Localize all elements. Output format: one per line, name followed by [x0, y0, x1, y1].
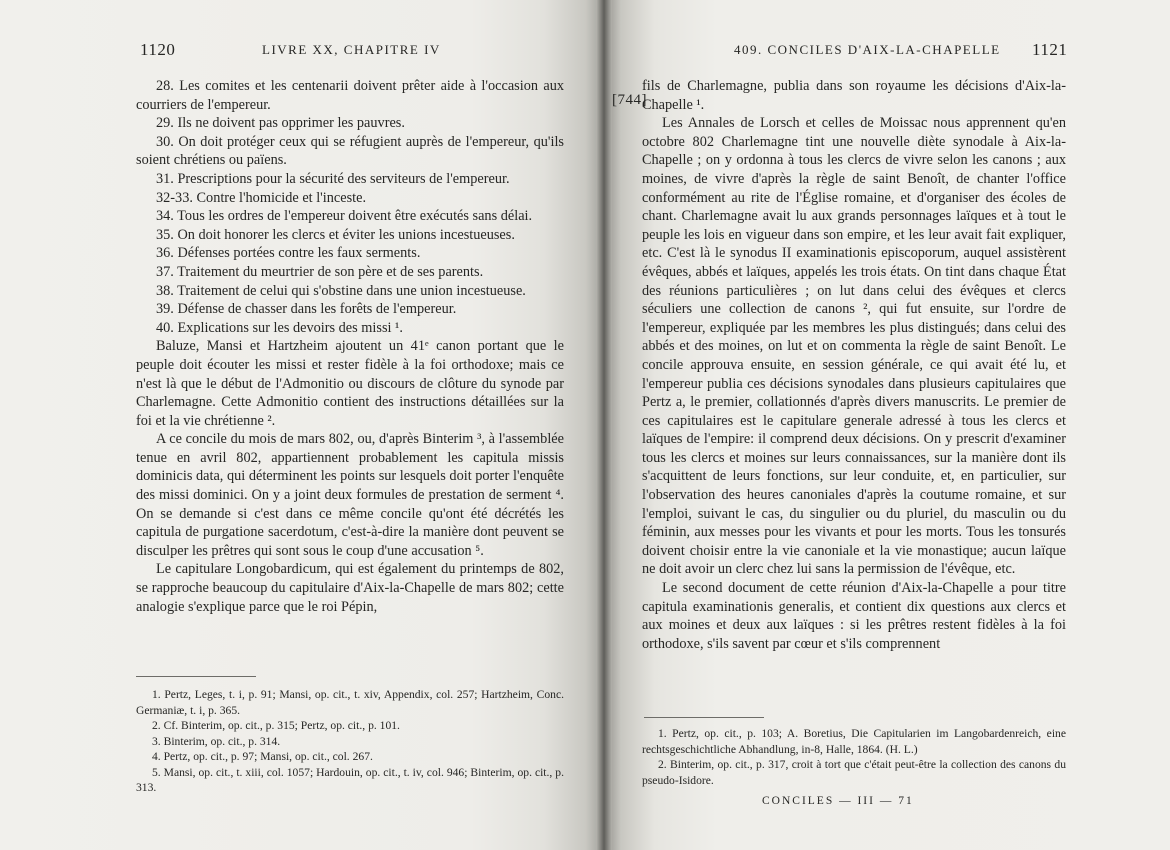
margin-reference: [744] — [612, 92, 647, 108]
signature-mark: CONCILES — III — 71 — [762, 795, 914, 807]
footnote: 2. Binterim, op. cit., p. 317, croit à tort que c'était peut-être la collection des canons du pseudo-Isidore. — [642, 758, 1066, 787]
footnote: 5. Mansi, op. cit., t. xiii, col. 1057; Hardouin, op. cit., t. iv, col. 946; Binterim, op. cit., p. 313. — [136, 765, 564, 794]
footnote-rule — [644, 717, 764, 718]
paragraph: Baluze, Mansi et Hartzheim ajoutent un 41ᵉ canon portant que le peuple doit écouter les missi et rester fidèle à la foi orthodoxe; mais ce n'est là que le début de l'Admonitio ou discours de clôture du synode par Charlemagne. Cette Admonitio contient des instructions détaillées sur la foi et la vie chrétienne ². — [136, 338, 564, 429]
paragraph: 39. Défense de chasser dans les forêts de l'empereur. — [156, 301, 457, 318]
paragraph: 38. Traitement de celui qui s'obstine dans une union incestueuse. — [156, 282, 526, 299]
paragraph: Les Annales de Lorsch et celles de Moissac nous apprennent qu'en octobre 802 Charlemagne tint une nouvelle diète synodale à Aix-la-Chapelle ; on y ordonna à tous les clercs de vivre selon les canons ; aux moines, de vivre d'après la règle de saint Benoît, de chanter l'office conformément au rite de l'Église romaine, et d'organiser des écoles de chant. Charlemagne avait lu aux grands personnages laïques et à tout le peuple les lois en vigueur dans son empire, et les leur avait fait expliquer, etc. C'est là le synodus II examinationis episcoporum, auquel assistèrent évêques, abbés et laïques, appelés les trois états. On tint dans chaque État des réunions particulières ; on lut dans celui des évêques et clercs séculiers une collection de canons ², qui fut ensuite, sur l'ordre de l'empereur, expliquée par les membres les plus distingués; dans celui des abbés et des moines, on lut et on commenta la règle de saint Benoît. Le concile approuva ensuite, en session générale, ce qui avait été lu, et l'empereur publia ces décisions synodales dans plusieurs capitulaires que Pertz a, le premier, collationnés d'après divers manuscrits. Le premier de ces capitulaires est le capitulare generale adressé à tous les clercs et laïques de l'empire: il comprend deux décisions. On y prescrit d'examiner tous les clercs et moines sur leurs connaissances, sur la manière dont ils s'acquittent de leurs fonctions, sur leur conduite, et, en particulier, sur l'observation des heures canoniales d'après la coutume romaine, et sur l'emploi, suivant le cas, du singulier ou du pluriel, du masculin ou du féminin, aux messes pour les vivants et pour les morts. Tous les tonsurés doivent choisir entre la vie canoniale et la vie monastique; aucun laïque ne doit avoir un clerc chez lui sans la permission de l'évêque, etc. — [642, 115, 1066, 578]
paragraph: 31. Prescriptions pour la sécurité des serviteurs de l'empereur. — [156, 170, 510, 187]
paragraph: 30. On doit protéger ceux qui se réfugient auprès de l'empereur, qu'ils soient chrétiens ou païens. — [136, 133, 564, 169]
right-body-text — [642, 77, 1066, 653]
running-head: LIVRE XX, CHAPITRE IV — [262, 42, 441, 57]
paragraph: 40. Explications sur les devoirs des missi ¹. — [156, 319, 403, 336]
paragraph: Le second document de cette réunion d'Aix-la-Chapelle a pour titre capitula examinationis generalis, et contient dix questions aux clercs et aux moines et deux aux laïques : si les prêtres restent fidèles à la foi orthodoxe, s'ils savent par cœur et s'ils comprennent — [642, 580, 1066, 652]
footnote: 2. Cf. Binterim, op. cit., p. 315; Pertz, op. cit., p. 101. — [152, 719, 400, 732]
right-page — [604, 0, 1170, 850]
paragraph: Le capitulare Longobardicum, qui est également du printemps de 802, se rapproche beaucoup du capitulaire d'Aix-la-Chapelle de mars 802; cette analogie s'explique parce que le roi Pépin, — [136, 561, 564, 615]
paragraph: 29. Ils ne doivent pas opprimer les pauvres. — [156, 115, 405, 132]
footnote: 4. Pertz, op. cit., p. 97; Mansi, op. cit., col. 267. — [152, 750, 373, 763]
left-body-text — [136, 77, 564, 616]
footnote-rule — [136, 676, 256, 677]
footnote: 1. Pertz, Leges, t. i, p. 91; Mansi, op. cit., t. xiv, Appendix, col. 257; Hartzheim, Conc. Germaniæ, t. i, p. 365. — [136, 688, 564, 717]
page-number: 1121 — [1032, 40, 1068, 59]
book-gutter — [596, 0, 612, 850]
paragraph: 36. Défenses portées contre les faux serments. — [156, 245, 421, 262]
running-head: 409. CONCILES D'AIX-LA-CHAPELLE — [734, 42, 1001, 57]
right-footnotes — [642, 726, 1066, 788]
page-number: 1120 — [140, 40, 176, 59]
paragraph: 34. Tous les ordres de l'empereur doivent être exécutés sans délai. — [156, 208, 533, 225]
footnote: 1. Pertz, op. cit., p. 103; A. Boretius, Die Capitularien im Langobardenreich, eine rechtsgeschichtliche Abhandlung, in-8, Halle, 1864. (H. L.) — [642, 727, 1066, 756]
paragraph: 37. Traitement du meurtrier de son père et de ses parents. — [156, 263, 484, 280]
paragraph: 28. Les comites et les centenarii doivent prêter aide à l'occasion aux courriers de l'empereur. — [136, 78, 564, 113]
paragraph: A ce concile du mois de mars 802, ou, d'après Binterim ³, à l'assemblée tenue en avril 802, appartiennent probablement les capitula missis dominicis data, qui déterminent les points sur lesquels doit porter l'enquête des missi dominici. On y a joint deux formules de prestation de serment ⁴. On se demande si c'est dans ce même concile qu'ont été décrétés les capitula de purgatione sacerdotum, c'est-à-dire la manière dont peuvent se disculper les prêtres qui sont sous le coup d'une accusation ⁵. — [136, 431, 564, 559]
paragraph: fils de Charlemagne, publia dans son royaume les décisions d'Aix-la-Chapelle ¹. — [642, 78, 1066, 113]
left-footnotes — [136, 687, 564, 796]
paragraph: 35. On doit honorer les clercs et éviter les unions incestueuses. — [156, 226, 515, 243]
paragraph: 32-33. Contre l'homicide et l'inceste. — [156, 189, 367, 206]
footnote: 3. Binterim, op. cit., p. 314. — [152, 734, 281, 748]
